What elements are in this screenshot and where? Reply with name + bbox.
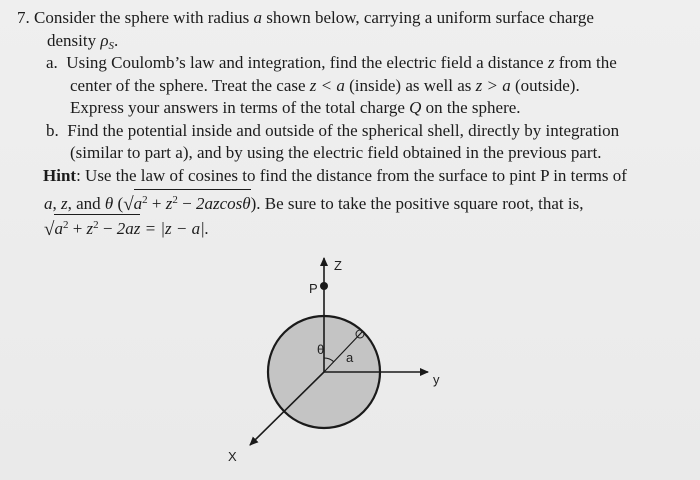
hint-line1: : Use the law of cosines to find the distance from the surface to pint P in terms of (76, 166, 627, 185)
sqrt2-term-z: z (86, 219, 94, 238)
part-a-line1-pre: Using Coulomb’s law and integration, find the electric field a distance (66, 53, 544, 72)
part-b-line1: Find the potential inside and outside of the spherical shell, directly by integration (67, 121, 620, 140)
sqrt-term-cos: 2azcosθ (195, 194, 251, 213)
hint-equals-abs: = |z − a|. (144, 219, 210, 238)
part-a-line3-post: on the sphere. (425, 98, 521, 117)
hint-sqrt-short: $√a^2 + z^2 - 2az$ (44, 214, 140, 240)
point-p-label: P (309, 281, 318, 296)
sqrt-term-a: a (133, 194, 143, 213)
inside-word: (inside) as well as (349, 76, 472, 95)
outside-condition: z > a (475, 76, 511, 95)
hint-line2-post: . Be sure to take the positive square root, that is, (256, 194, 584, 213)
hint-line-2: a, z, and θ $(√a^2 + z^2 - 2azcos\theta)$. Be sure to take the positive square root, that is, (44, 189, 583, 215)
hint-sqrt-expression: $√a^2 + z^2 - 2azcos\theta$ (123, 189, 250, 215)
part-a-var-z: z (547, 53, 555, 72)
sqrt-plus: + (151, 194, 162, 213)
part-a-var-q: Q (409, 98, 422, 117)
x-axis-label: X (228, 449, 237, 464)
density-symbol: ρ (100, 31, 109, 50)
radius-a-label: a (346, 350, 354, 365)
hint-var-theta: θ (104, 194, 114, 213)
outside-word: (outside). (515, 76, 580, 95)
intro-text-2: shown below, carrying a uniform surface charge (266, 8, 594, 27)
hint-var-a: a (44, 194, 53, 213)
sqrt2-minus: − (102, 219, 113, 238)
theta-label: θ (317, 342, 325, 357)
density-sub: S (108, 40, 115, 52)
part-a-line1-post: from the (558, 53, 617, 72)
z-axis-label: Z (334, 258, 342, 273)
hint-var-z: z (61, 194, 68, 213)
hint-and: , and (67, 194, 101, 213)
sqrt-term-z: z (165, 194, 173, 213)
intro-var-a: a (253, 8, 263, 27)
sqrt2-plus: + (72, 219, 83, 238)
point-p-dot (320, 282, 328, 290)
part-a-marker: a. (46, 53, 58, 72)
sqrt2-term-a: a (54, 219, 63, 238)
y-axis-label: y (433, 372, 440, 387)
part-b-line2: (similar to part a), and by using the electric field obtained in the previous part. (70, 143, 602, 162)
density-end: . (114, 31, 119, 50)
hint-label: Hint (43, 166, 77, 185)
problem-number: 7. (17, 8, 30, 27)
part-a-line2-pre: center of the sphere. Treat the case (70, 76, 306, 95)
sqrt-minus: − (182, 194, 192, 213)
part-b-marker: b. (46, 121, 59, 140)
inside-condition: z < a (309, 76, 345, 95)
sqrt2-term-2az: 2az (116, 219, 141, 238)
density-label: density (47, 31, 97, 50)
part-a-line3-pre: Express your answers in terms of the total charge (70, 98, 405, 117)
intro-text-1: Consider the sphere with radius (34, 8, 250, 27)
